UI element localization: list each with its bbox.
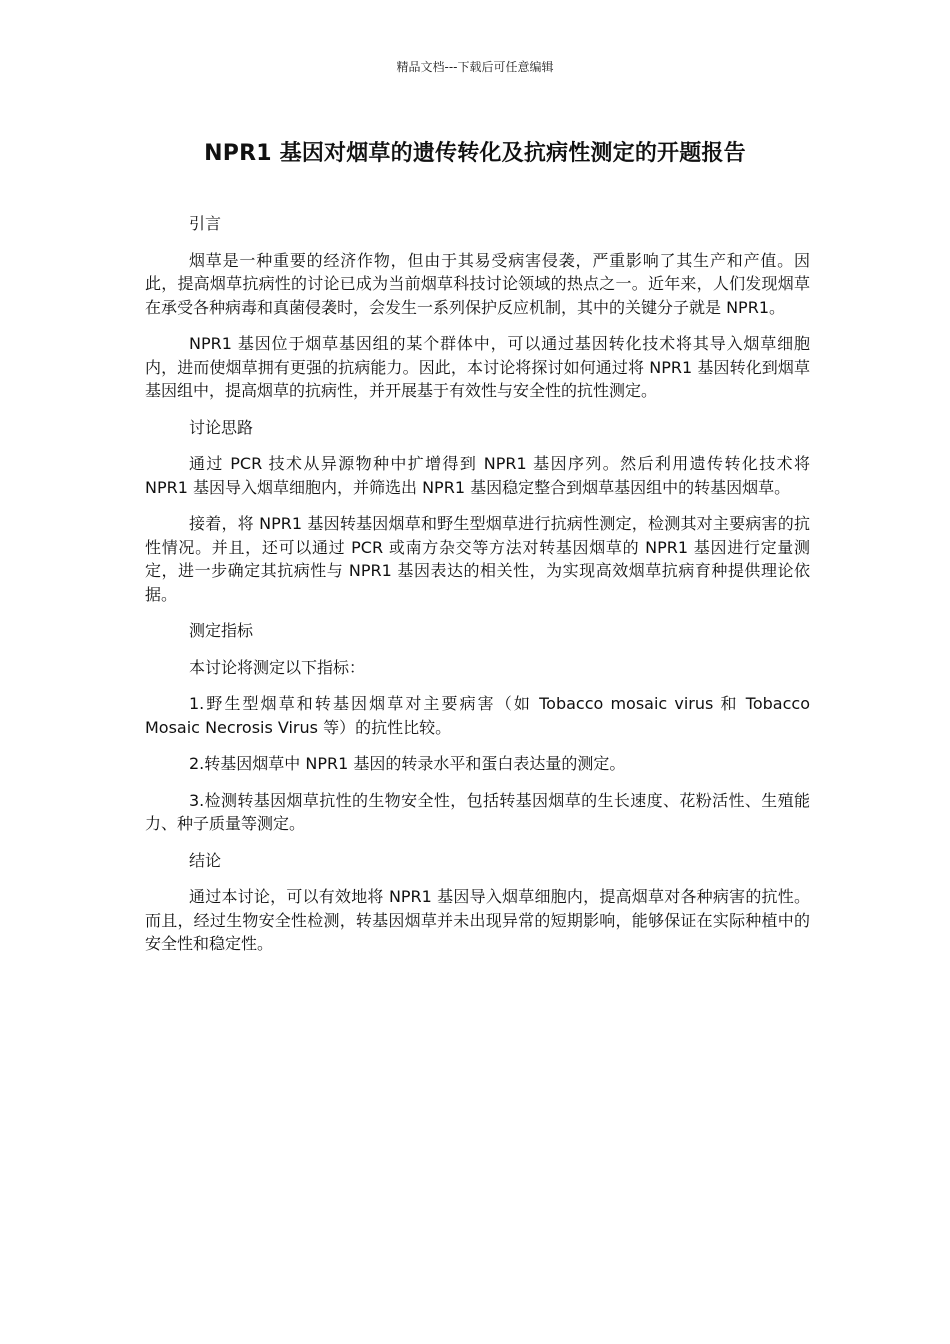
section-heading-metrics: 测定指标 bbox=[189, 621, 254, 640]
section-heading-intro: 引言 bbox=[189, 214, 222, 233]
list-item-metric-3: 3.检测转基因烟草抗性的生物安全性，包括转基因烟草的生长速度、花粉活性、生殖能力、种子质量等测定。 bbox=[145, 790, 810, 833]
section-heading-approach: 讨论思路 bbox=[189, 417, 254, 437]
document-body bbox=[145, 212, 810, 969]
section-heading-conclusion: 结论 bbox=[189, 850, 222, 870]
paragraph-intro-2: NPR1 基因位于烟草基因组的某个群体中，可以通过基因转化技术将其导入烟草细胞内，进而使烟草拥有更强的抗病能力。因此，本讨论将探讨如何通过将 NPR1 基因转化到烟草基因组中，提高烟草的抗病性，并开展基于有效性与安全性的抗性测定。 bbox=[145, 334, 810, 400]
header-note: 精品文档---下载后可任意编辑 bbox=[396, 60, 554, 74]
paragraph-approach-2: 接着，将 NPR1 基因转基因烟草和野生型烟草进行抗病性测定，检测其对主要病害的抗性情况。并且，还可以通过 PCR 或南方杂交等方法对转基因烟草的 NPR1 基因进行定量测定，进一步确定其抗病性与 NPR1 基因表达的相关性，为实现高效烟草抗病育种提供理论依据。 bbox=[145, 514, 810, 604]
document-title: NPR1 基因对烟草的遗传转化及抗病性测定的开题报告 bbox=[204, 141, 746, 166]
list-item-metric-1: 1.野生型烟草和转基因烟草对主要病害（如 Tobacco mosaic virus 和 Tobacco Mosaic Necrosis Virus 等）的抗性比较。 bbox=[145, 694, 810, 737]
paragraph-approach-1: 通过 PCR 技术从异源物种中扩增得到 NPR1 基因序列。然后利用遗传转化技术将 NPR1 基因导入烟草细胞内，并筛选出 NPR1 基因稳定整合到烟草基因组中的转基因烟草。 bbox=[145, 454, 810, 497]
list-item-metric-2: 2.转基因烟草中 NPR1 基因的转录水平和蛋白表达量的测定。 bbox=[189, 754, 626, 773]
paragraph-conclusion: 通过本讨论，可以有效地将 NPR1 基因导入烟草细胞内，提高烟草对各种病害的抗性。而且，经过生物安全性检测，转基因烟草并未出现异常的短期影响，能够保证在实际种植中的安全性和稳定性。 bbox=[145, 887, 810, 953]
paragraph-metrics-intro: 本讨论将测定以下指标： bbox=[189, 657, 366, 677]
paragraph-intro-1: 烟草是一种重要的经济作物，但由于其易受病害侵袭，严重影响了其生产和产值。因此，提高烟草抗病性的讨论已成为当前烟草科技讨论领域的热点之一。近年来，人们发现烟草在承受各种病毒和真菌侵袭时，会发生一系列保护反应机制，其中的关键分子就是 NPR1。 bbox=[145, 250, 810, 317]
